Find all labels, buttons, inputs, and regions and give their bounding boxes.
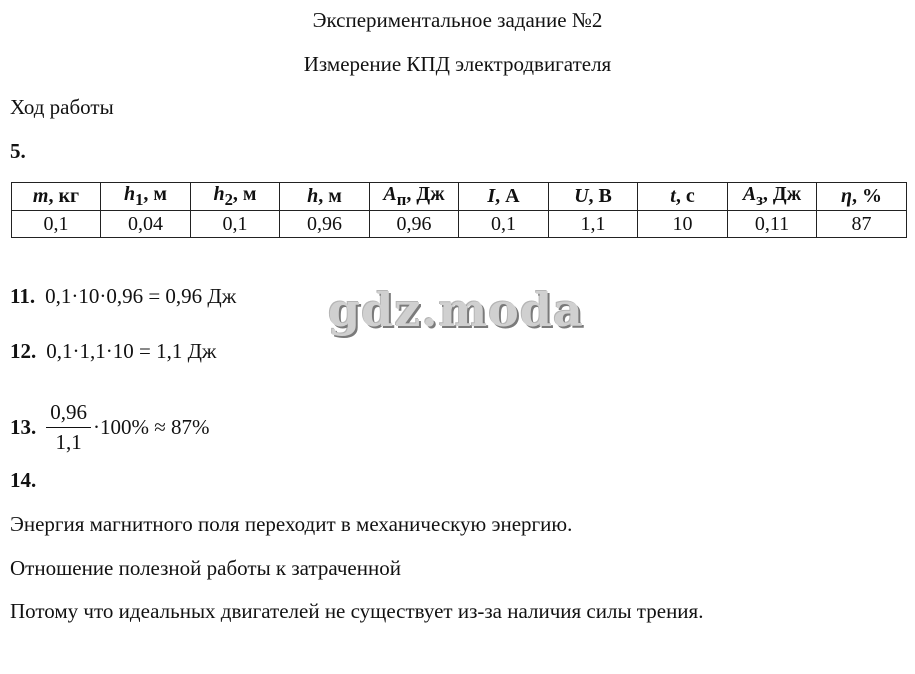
watermark-logo: gdz.moda — [328, 283, 584, 337]
task-subtitle: Измерение КПД электродвигателя — [303, 52, 612, 76]
item-13-number: 13. — [10, 415, 37, 439]
table-cell: 10 — [638, 211, 728, 238]
item-12-number: 12. — [10, 339, 37, 363]
answer-line: Потому что идеальных двигателей не существует из-за наличия силы трения. — [10, 599, 704, 623]
item-5-number: 5. — [10, 139, 26, 163]
header-symbol: A — [742, 183, 757, 205]
header-symbol: U — [574, 185, 589, 207]
header-unit: , Дж — [406, 183, 445, 205]
task-title: Экспериментальное задание №2 — [312, 8, 603, 32]
item-13 — [10, 400, 210, 455]
header-subscript: 1 — [135, 190, 144, 209]
item-11-number: 11. — [10, 284, 36, 308]
header-symbol: η — [841, 185, 852, 207]
table-cell: 87 — [817, 211, 907, 238]
table-cell: 0,11 — [728, 211, 817, 238]
item-11 — [10, 284, 236, 309]
header-subscript: з — [756, 190, 763, 209]
header-subscript: п — [396, 190, 407, 209]
header-unit: , м — [232, 183, 257, 205]
header-cell — [12, 183, 101, 211]
table-cell: 0,1 — [191, 211, 280, 238]
item-12 — [10, 339, 216, 364]
header-symbol: m — [32, 185, 49, 207]
header-symbol: h — [123, 183, 136, 205]
table-cell: 0,04 — [101, 211, 191, 238]
header-cell — [280, 183, 370, 211]
header-unit: , А — [495, 185, 520, 207]
header-cell — [817, 183, 907, 211]
header-subscript: 2 — [224, 190, 233, 209]
answer-line: Энергия магнитного поля переходит в механическую энергию. — [10, 512, 573, 536]
header-unit: , м — [318, 185, 342, 207]
table-cell: 1,1 — [549, 211, 638, 238]
header-cell — [549, 183, 638, 211]
measurements-table — [11, 182, 907, 238]
table-cell: 0,1 — [12, 211, 101, 238]
header-cell — [638, 183, 728, 211]
header-cell — [459, 183, 549, 211]
header-symbol: A — [383, 183, 397, 205]
table-cell: 0,96 — [280, 211, 370, 238]
header-symbol: h — [307, 185, 319, 207]
header-unit: , Дж — [762, 183, 802, 205]
header-unit: , кг — [48, 185, 80, 207]
item-12-expression: 0,1·1,1·10 = 1,1 Дж — [46, 339, 217, 363]
fraction-denominator: 1,1 — [55, 430, 82, 454]
answer-line: Отношение полезной работы к затраченной — [10, 556, 401, 580]
header-symbol: h — [213, 183, 225, 205]
item-13-tail: ·100% ≈ 87% — [93, 415, 210, 439]
table-cell: 0,1 — [459, 211, 549, 238]
header-symbol: t — [670, 185, 676, 207]
header-cell — [191, 183, 280, 211]
header-unit: , с — [675, 185, 695, 207]
header-cell — [370, 183, 459, 211]
header-symbol: I — [487, 185, 496, 207]
progress-heading: Ход работы — [10, 95, 114, 119]
table-row — [12, 211, 907, 238]
header-unit: , % — [851, 185, 882, 207]
item-14-number: 14. — [10, 468, 37, 492]
fraction-numerator: 0,96 — [46, 400, 91, 428]
header-unit: , м — [143, 183, 168, 205]
header-unit: , В — [588, 185, 612, 207]
item-13-fraction — [46, 400, 91, 455]
header-cell — [101, 183, 191, 211]
table-cell: 0,96 — [370, 211, 459, 238]
table-header-row — [12, 183, 907, 211]
item-11-expression: 0,1·10·0,96 = 0,96 Дж — [45, 284, 237, 308]
header-cell — [728, 183, 817, 211]
